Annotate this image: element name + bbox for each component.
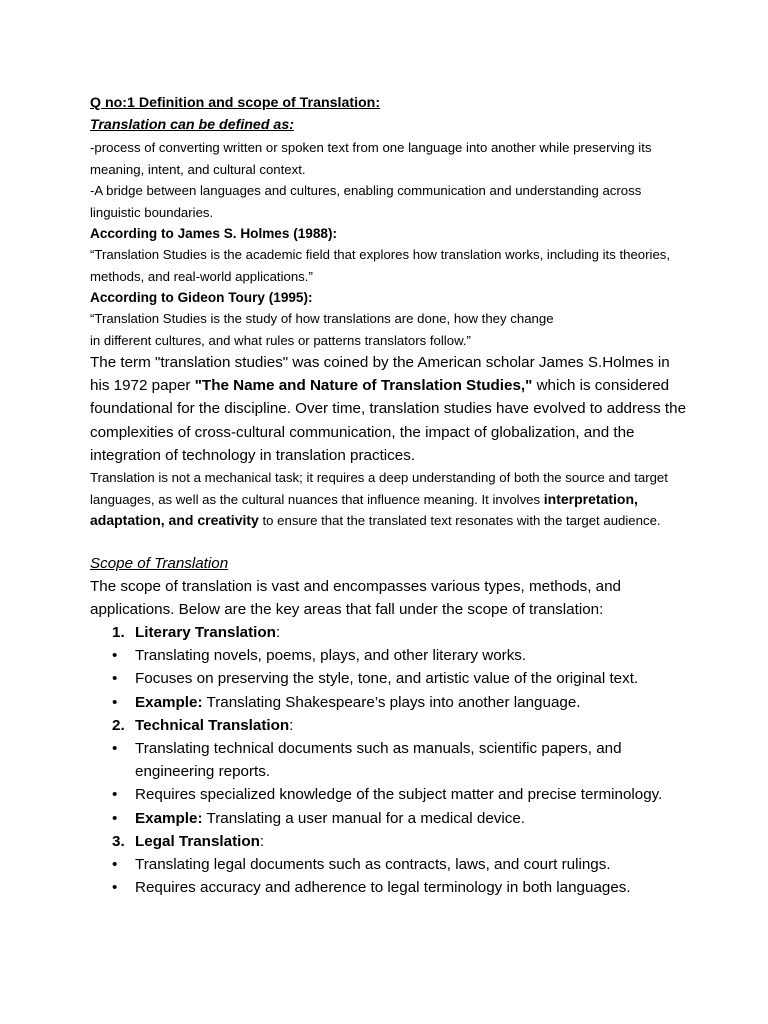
scope-item-number: 1. — [112, 623, 125, 641]
bullet-text: Requires accuracy and adherence to legal terminology in both languages. — [135, 879, 631, 897]
holmes-label: According to James S. Holmes (1988): — [90, 226, 338, 241]
scope-intro: The scope of translation is vast and encompasses various types, methods, and applications. Below are the key areas that fall under the scope of translation: — [90, 577, 622, 618]
list-item — [90, 667, 690, 690]
scope-list — [90, 621, 690, 899]
bullet-icon: • — [112, 647, 118, 665]
bullet-text: Translating novels, poems, plays, and other literary works. — [135, 647, 527, 665]
bullet-icon: • — [112, 693, 118, 711]
scope-item-title: Legal Translation — [135, 832, 260, 850]
example-label: Example: — [135, 809, 203, 827]
example-text: Translating Shakespeare’s plays into another language. — [202, 693, 581, 711]
definition-2: -A bridge between languages and cultures, enabling communication and understanding across linguistic boundaries. — [90, 183, 642, 220]
bullet-icon: • — [112, 809, 118, 827]
bullet-icon: • — [112, 855, 118, 873]
bullet-text: Focuses on preserving the style, tone, and artistic value of the original text. — [135, 670, 639, 688]
task-paragraph-bold: interpretation, adaptation, and creativity — [90, 490, 638, 529]
example-label: Example: — [135, 693, 203, 711]
holmes-quote: “Translation Studies is the academic field that explores how translation works, including its theories, methods, and real-world applications.” — [90, 247, 671, 284]
scope-item-number: 2. — [112, 716, 125, 734]
scope-item-number: 3. — [112, 832, 125, 850]
holmes-paragraph — [90, 351, 690, 467]
scope-item-technical — [90, 714, 690, 737]
bullet-icon: • — [112, 670, 118, 688]
example-text: Translating a user manual for a medical device. — [202, 809, 526, 827]
scope-item-title: Technical Translation — [135, 716, 290, 734]
list-item — [90, 853, 690, 876]
list-item — [90, 644, 690, 667]
scope-item-literary — [90, 621, 690, 644]
holmes-paragraph-text-2: which is considered foundational for the discipline. Over time, translation studies have evolved to address the complexities of cross-cultural communication, the impact of globalization, and the integration of technology in translation practices. — [90, 377, 687, 464]
list-item — [90, 783, 690, 806]
definition-1: -process of converting written or spoken text from one language into another while preserving its meaning, intent, and cultural context. — [90, 140, 652, 177]
task-paragraph-text-2: to ensure that the translated text resonates with the target audience. — [258, 513, 661, 529]
document-content — [90, 94, 690, 899]
list-item — [90, 876, 690, 899]
scope-item-colon: : — [289, 716, 294, 734]
holmes-paragraph-text-1: The term "translation studies" was coined by the American scholar James S.Holmes in his 1972 paper — [90, 354, 670, 395]
question-heading: Q no:1 Definition and scope of Translation: — [90, 95, 381, 111]
toury-quote-line-2: in different cultures, and what rules or patterns translators follow.” — [90, 332, 471, 348]
toury-quote-line-1: “Translation Studies is the study of how translations are done, how they change — [90, 311, 554, 326]
scope-heading: Scope of Translation — [90, 554, 229, 572]
bullet-text: Requires specialized knowledge of the subject matter and precise terminology. — [135, 786, 663, 804]
toury-label: According to Gideon Toury (1995): — [90, 290, 313, 305]
definition-subheading: Translation can be defined as: — [90, 117, 294, 133]
list-item-example — [90, 691, 690, 714]
bullet-icon: • — [112, 879, 118, 897]
scope-section — [90, 552, 690, 900]
scope-item-colon: : — [259, 832, 265, 850]
translation-task-paragraph — [90, 467, 690, 532]
bullet-icon: • — [112, 786, 118, 804]
list-item-example — [90, 807, 690, 830]
bullet-icon: • — [112, 739, 118, 757]
task-paragraph-text-1: Translation is not a mechanical task; it requires a deep understanding of both the source and target languages, as well as the cultural nuances that influence meaning. It involves — [90, 470, 668, 507]
scope-item-colon: : — [275, 623, 281, 641]
bullet-text: Translating technical documents such as manuals, scientific papers, and engineering reports. — [135, 739, 622, 781]
holmes-paper-title: "The Name and Nature of Translation Studies," — [194, 377, 533, 395]
scope-item-legal — [90, 830, 690, 853]
list-item — [90, 737, 690, 783]
scope-item-title: Literary Translation — [135, 623, 276, 641]
bullet-text: Translating legal documents such as contracts, laws, and court rulings. — [135, 855, 611, 873]
